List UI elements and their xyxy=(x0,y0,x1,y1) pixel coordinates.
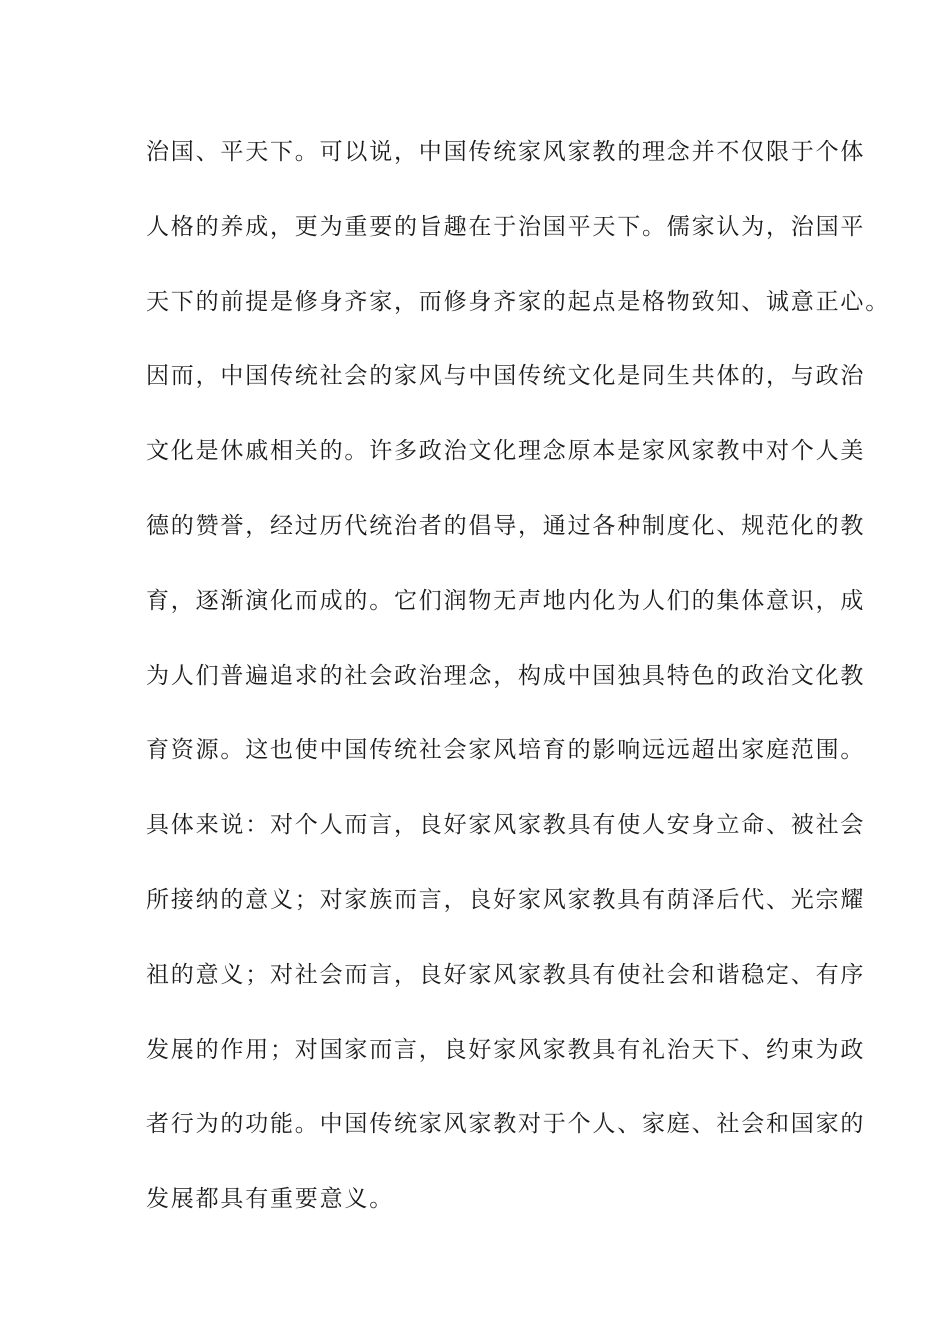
text-line: 为人们普遍追求的社会政治理念，构成中国独具特色的政治文化教 xyxy=(146,662,866,689)
text-line: 发展都具有重要意义。 xyxy=(146,1186,394,1213)
text-line: 具体来说：对个人而言，良好家风家教具有使人安身立命、被社会 xyxy=(146,812,866,839)
text-line: 所接纳的意义；对家族而言，良好家风家教具有荫泽后代、光宗耀 xyxy=(146,886,866,913)
text-line: 祖的意义；对社会而言，良好家风家教具有使社会和谐稳定、有序 xyxy=(146,961,866,988)
text-line: 治国、平天下。可以说，中国传统家风家教的理念并不仅限于个体 xyxy=(146,139,866,165)
body-text xyxy=(146,134,890,1256)
text-line: 天下的前提是修身齐家，而修身齐家的起点是格物致知、诚意正心。 xyxy=(146,288,890,315)
text-line: 文化是休戚相关的。许多政治文化理念原本是家风家教中对个人美 xyxy=(146,438,866,465)
text-line: 德的赞誉，经过历代统治者的倡导，通过各种制度化、规范化的教 xyxy=(146,512,866,539)
text-line: 人格的养成，更为重要的旨趣在于治国平天下。儒家认为，治国平 xyxy=(146,213,866,240)
text-line: 发展的作用；对国家而言，良好家风家教具有礼治天下、约束为政 xyxy=(146,1036,866,1063)
text-line: 育，逐渐演化而成的。它们润物无声地内化为人们的集体意识，成 xyxy=(146,587,866,614)
text-line: 因而，中国传统社会的家风与中国传统文化是同生共体的，与政治 xyxy=(146,363,866,390)
text-line: 育资源。这也使中国传统社会家风培育的影响远远超出家庭范围。 xyxy=(146,737,866,764)
text-line: 者行为的功能。中国传统家风家教对于个人、家庭、社会和国家的 xyxy=(146,1111,866,1138)
